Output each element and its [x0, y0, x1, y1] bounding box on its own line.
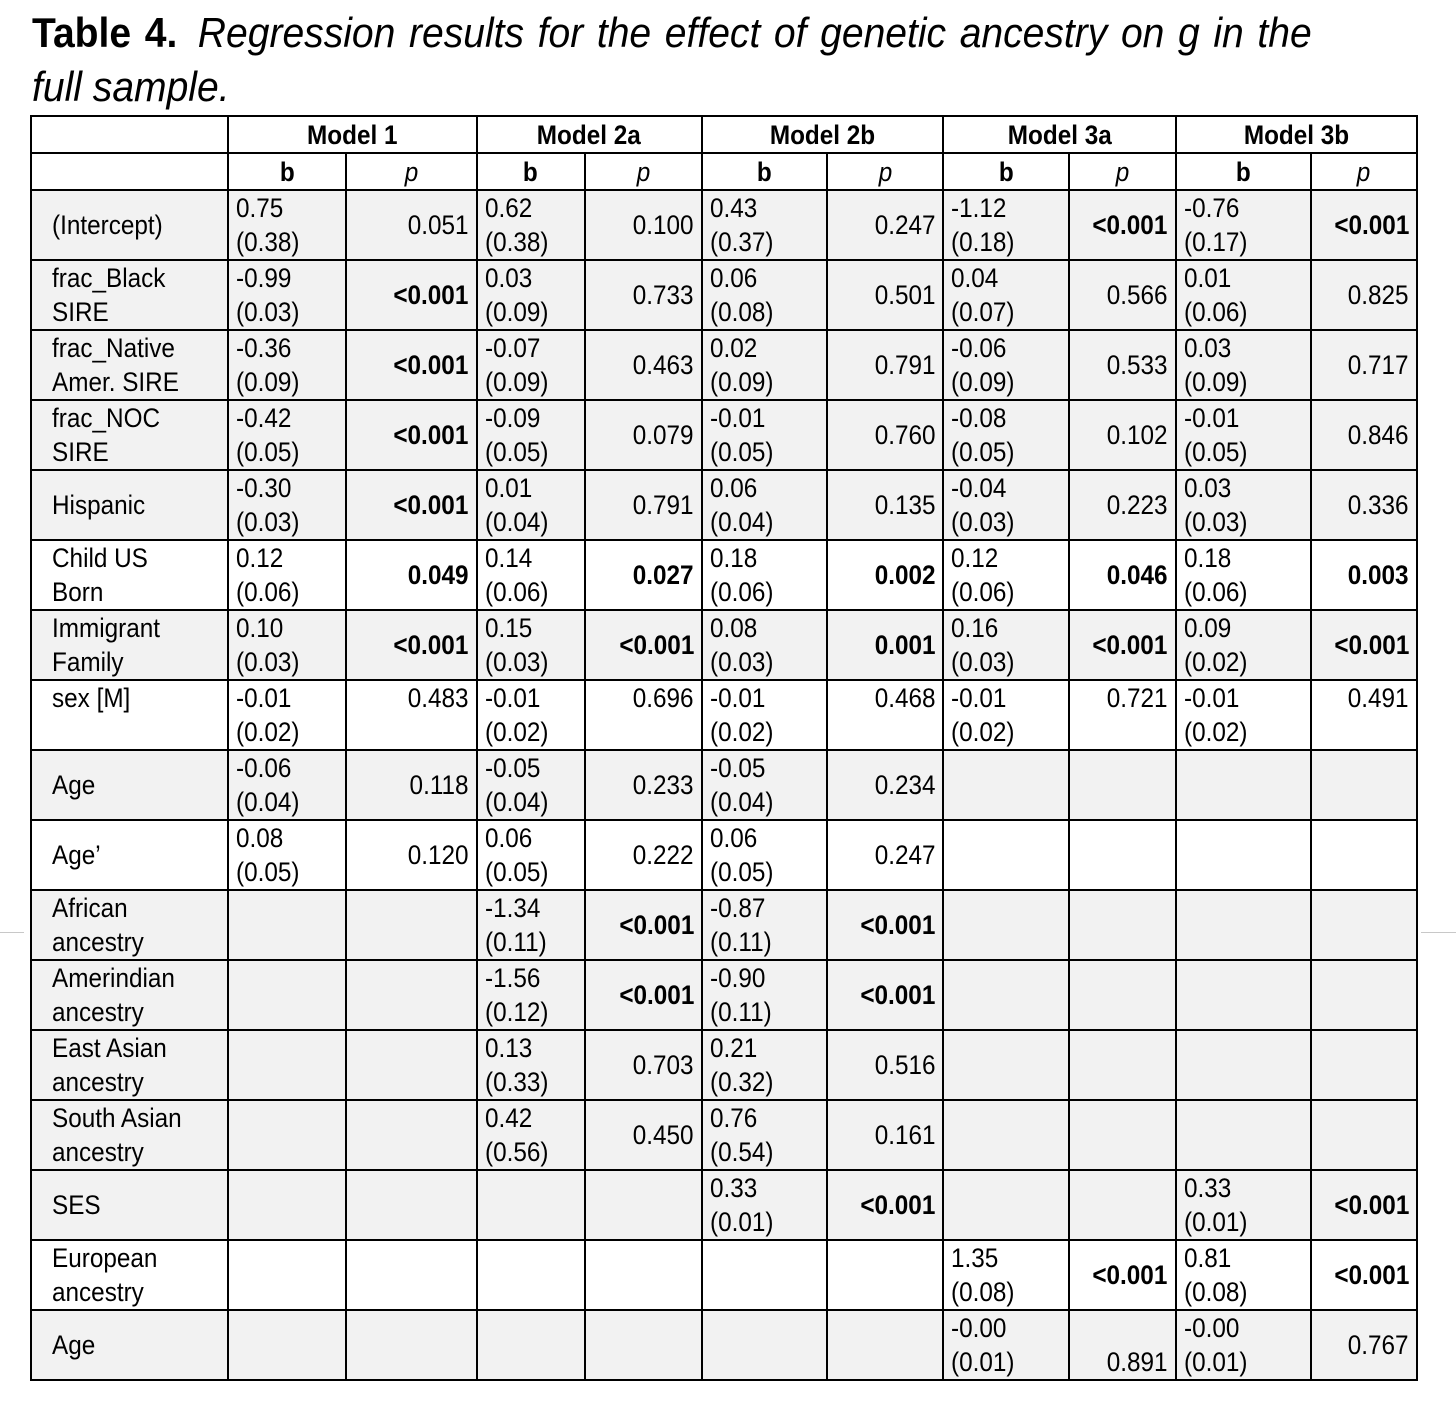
p-cell: 0.696 — [585, 680, 702, 715]
subheader-corner — [31, 153, 228, 190]
coef-cell: -0.01 — [477, 680, 585, 715]
coef-cell: 0.81 (0.08) — [1176, 1240, 1311, 1310]
table-row — [31, 610, 1417, 680]
coef-cell: -0.00 (0.01) — [943, 1310, 1069, 1380]
p-cell: <0.001 — [827, 1170, 943, 1240]
table-row — [31, 330, 1417, 400]
p-cell — [827, 715, 943, 750]
coef-cell: 0.06 (0.04) — [702, 470, 827, 540]
table-row — [31, 1240, 1417, 1310]
coef-cell: 0.08 (0.05) — [228, 820, 346, 890]
row-label: frac_Native Amer. SIRE — [31, 330, 228, 400]
table-body-upper — [31, 190, 1417, 1380]
p-cell: 0.003 — [1311, 540, 1417, 610]
row-label: African ancestry — [31, 890, 228, 960]
coef-cell — [228, 1310, 346, 1380]
p-cell: 0.002 — [827, 540, 943, 610]
row-label: Age — [31, 1310, 228, 1380]
p-cell — [1069, 1170, 1175, 1240]
page-divider-line-left — [0, 932, 24, 933]
coef-cell — [477, 1310, 585, 1380]
row-label: Hispanic — [31, 470, 228, 540]
p-cell — [346, 890, 476, 960]
coef-cell — [1176, 960, 1311, 1030]
row-label: European ancestry — [31, 1240, 228, 1310]
header-corner — [31, 116, 228, 153]
row-label: frac_NOC SIRE — [31, 400, 228, 470]
coef-cell: -1.56 (0.12) — [477, 960, 585, 1030]
p-cell: <0.001 — [585, 610, 702, 680]
coef-cell: -0.01 — [228, 680, 346, 715]
coef-cell: 0.02 (0.09) — [702, 330, 827, 400]
coef-cell: -0.30 (0.03) — [228, 470, 346, 540]
model-header: Model 2a — [477, 116, 702, 153]
p-cell: 0.491 — [1311, 680, 1417, 715]
p-cell: <0.001 — [585, 890, 702, 960]
coef-cell: -1.34 (0.11) — [477, 890, 585, 960]
p-cell: 0.717 — [1311, 330, 1417, 400]
coef-cell: 0.14 (0.06) — [477, 540, 585, 610]
coef-cell: -0.01 (0.05) — [702, 400, 827, 470]
p-cell — [1069, 1030, 1175, 1100]
p-cell: 0.463 — [585, 330, 702, 400]
p-cell: 0.791 — [585, 470, 702, 540]
p-cell: 0.046 — [1069, 540, 1175, 610]
p-cell — [1311, 750, 1417, 820]
coef-cell: 0.09 (0.02) — [1176, 610, 1311, 680]
b-header: b — [477, 153, 585, 190]
coef-cell: -0.76 (0.17) — [1176, 190, 1311, 260]
p-cell — [1069, 960, 1175, 1030]
coef-cell: -0.36 (0.09) — [228, 330, 346, 400]
p-cell — [585, 1170, 702, 1240]
p-cell — [1069, 715, 1175, 750]
b-header: b — [228, 153, 346, 190]
coef-cell — [228, 1100, 346, 1170]
p-cell — [585, 1240, 702, 1310]
table-row — [31, 1170, 1417, 1240]
coef-cell: 0.15 (0.03) — [477, 610, 585, 680]
p-cell: <0.001 — [1069, 1240, 1175, 1310]
table-caption — [32, 6, 1312, 114]
p-cell: 0.100 — [585, 190, 702, 260]
coef-cell: 0.12 (0.06) — [943, 540, 1069, 610]
row-label: East Asian ancestry — [31, 1030, 228, 1100]
table-label: Table 4. — [32, 9, 178, 56]
coef-cell: -0.90 (0.11) — [702, 960, 827, 1030]
coef-cell: -0.99 (0.03) — [228, 260, 346, 330]
p-cell: 0.247 — [827, 190, 943, 260]
coef-cell: 0.21 (0.32) — [702, 1030, 827, 1100]
table-row — [31, 260, 1417, 330]
table-row — [31, 960, 1417, 1030]
p-cell — [346, 715, 476, 750]
coef-cell — [228, 1240, 346, 1310]
p-cell — [1311, 890, 1417, 960]
p-cell — [1069, 750, 1175, 820]
row-label: Age’ — [31, 820, 228, 890]
b-header: b — [702, 153, 827, 190]
coef-cell: -0.04 (0.03) — [943, 470, 1069, 540]
p-cell — [346, 1030, 476, 1100]
coef-cell: -0.08 (0.05) — [943, 400, 1069, 470]
p-cell — [1311, 715, 1417, 750]
p-cell: <0.001 — [1069, 610, 1175, 680]
p-cell: 0.846 — [1311, 400, 1417, 470]
p-cell: <0.001 — [1311, 610, 1417, 680]
coef-cell — [702, 1240, 827, 1310]
coef-cell — [1176, 820, 1311, 890]
p-cell — [1311, 960, 1417, 1030]
row-label: SES — [31, 1170, 228, 1240]
p-cell: 0.336 — [1311, 470, 1417, 540]
coef-cell: -0.01 (0.05) — [1176, 400, 1311, 470]
coef-cell — [943, 1170, 1069, 1240]
p-cell: 0.001 — [827, 610, 943, 680]
coef-cell — [943, 1030, 1069, 1100]
p-cell: 0.234 — [827, 750, 943, 820]
coef-cell: -0.01 — [702, 680, 827, 715]
coef-cell — [477, 1170, 585, 1240]
p-cell: <0.001 — [346, 610, 476, 680]
p-cell: 0.049 — [346, 540, 476, 610]
p-cell — [1069, 1100, 1175, 1170]
p-cell: <0.001 — [346, 330, 476, 400]
row-label: sex [M] — [31, 680, 228, 715]
model-header: Model 1 — [228, 116, 476, 153]
coef-cell — [943, 960, 1069, 1030]
p-cell: <0.001 — [346, 470, 476, 540]
coef-cell: -0.07 (0.09) — [477, 330, 585, 400]
coef-cell: 0.08 (0.03) — [702, 610, 827, 680]
coef-cell: -0.06 (0.04) — [228, 750, 346, 820]
table-row — [31, 1100, 1417, 1170]
coef-cell — [477, 1240, 585, 1310]
p-cell — [585, 1310, 702, 1380]
coef-cell — [943, 890, 1069, 960]
p-cell — [346, 1170, 476, 1240]
table-row — [31, 470, 1417, 540]
table-row — [31, 1030, 1417, 1100]
coef-cell: 0.01 (0.04) — [477, 470, 585, 540]
model-header: Model 2b — [702, 116, 943, 153]
table-row — [31, 890, 1417, 960]
coef-cell: 0.06 (0.05) — [702, 820, 827, 890]
coef-cell: 0.04 (0.07) — [943, 260, 1069, 330]
p-cell: 0.051 — [346, 190, 476, 260]
coef-cell: -0.00 (0.01) — [1176, 1310, 1311, 1380]
coef-cell — [943, 820, 1069, 890]
row-label: Amerindian ancestry — [31, 960, 228, 1030]
p-cell: <0.001 — [827, 960, 943, 1030]
subheader-row — [31, 153, 1417, 190]
coef-cell — [228, 960, 346, 1030]
p-cell: 0.721 — [1069, 680, 1175, 715]
row-label: (Intercept) — [31, 190, 228, 260]
coef-cell: 0.62 (0.38) — [477, 190, 585, 260]
coef-cell: -0.06 (0.09) — [943, 330, 1069, 400]
p-cell: 0.516 — [827, 1030, 943, 1100]
p-cell: 0.733 — [585, 260, 702, 330]
p-cell — [346, 960, 476, 1030]
p-cell — [1069, 820, 1175, 890]
row-label — [31, 715, 228, 750]
p-header: p — [827, 153, 943, 190]
coef-cell: -0.05 (0.04) — [702, 750, 827, 820]
coef-cell: 0.10 (0.03) — [228, 610, 346, 680]
p-cell: 0.161 — [827, 1100, 943, 1170]
table-row — [31, 400, 1417, 470]
coef-cell — [1176, 890, 1311, 960]
p-cell: 0.767 — [1311, 1310, 1417, 1380]
table-row — [31, 190, 1417, 260]
coef-cell: -0.01 — [943, 680, 1069, 715]
row-label: Immigrant Family — [31, 610, 228, 680]
p-cell: 0.760 — [827, 400, 943, 470]
table-row — [31, 1310, 1417, 1380]
se-cell: (0.02) — [943, 715, 1069, 750]
coef-cell: -1.12 (0.18) — [943, 190, 1069, 260]
coef-cell: -0.87 (0.11) — [702, 890, 827, 960]
table-title: Regression results for the effect of genetic ancestry on g in the full sample. — [32, 9, 1312, 110]
row-label: Age — [31, 750, 228, 820]
p-cell: <0.001 — [1311, 1170, 1417, 1240]
p-cell: <0.001 — [1069, 190, 1175, 260]
coef-cell: -0.01 — [1176, 680, 1311, 715]
coef-cell — [1176, 750, 1311, 820]
p-cell — [585, 715, 702, 750]
coef-cell — [702, 1310, 827, 1380]
row-label: South Asian ancestry — [31, 1100, 228, 1170]
coef-cell — [228, 890, 346, 960]
coef-cell: 0.18 (0.06) — [1176, 540, 1311, 610]
coef-cell: 0.01 (0.06) — [1176, 260, 1311, 330]
p-cell: 0.247 — [827, 820, 943, 890]
coef-cell: 0.03 (0.09) — [477, 260, 585, 330]
p-cell — [1069, 890, 1175, 960]
sex-row — [31, 680, 1417, 715]
p-cell: <0.001 — [585, 960, 702, 1030]
p-cell — [346, 1240, 476, 1310]
b-header: b — [1176, 153, 1311, 190]
p-cell: 0.233 — [585, 750, 702, 820]
table-row — [31, 540, 1417, 610]
p-cell: 0.135 — [827, 470, 943, 540]
p-cell: 0.468 — [827, 680, 943, 715]
p-cell: 0.566 — [1069, 260, 1175, 330]
p-cell: 0.079 — [585, 400, 702, 470]
coef-cell — [943, 1100, 1069, 1170]
p-header: p — [1069, 153, 1175, 190]
p-cell: 0.120 — [346, 820, 476, 890]
coef-cell: -0.05 (0.04) — [477, 750, 585, 820]
coef-cell: 0.75 (0.38) — [228, 190, 346, 260]
p-cell — [827, 1310, 943, 1380]
coef-cell: 0.06 (0.05) — [477, 820, 585, 890]
p-cell: 0.703 — [585, 1030, 702, 1100]
p-cell: 0.891 — [1069, 1310, 1175, 1380]
row-label: frac_Black SIRE — [31, 260, 228, 330]
coef-cell: 0.12 (0.06) — [228, 540, 346, 610]
coef-cell: 0.42 (0.56) — [477, 1100, 585, 1170]
b-header: b — [943, 153, 1069, 190]
p-cell — [1311, 820, 1417, 890]
model-header-row — [31, 116, 1417, 153]
p-cell: 0.102 — [1069, 400, 1175, 470]
coef-cell — [228, 1170, 346, 1240]
coef-cell: 0.33 (0.01) — [1176, 1170, 1311, 1240]
se-cell: (0.02) — [477, 715, 585, 750]
coef-cell: 1.35 (0.08) — [943, 1240, 1069, 1310]
se-cell: (0.02) — [228, 715, 346, 750]
coef-cell: 0.18 (0.06) — [702, 540, 827, 610]
p-cell: 0.223 — [1069, 470, 1175, 540]
p-cell: 0.118 — [346, 750, 476, 820]
p-cell — [1311, 1100, 1417, 1170]
table-row — [31, 750, 1417, 820]
p-cell — [346, 1310, 476, 1380]
p-cell: <0.001 — [1311, 190, 1417, 260]
coef-cell: -0.09 (0.05) — [477, 400, 585, 470]
coef-cell — [1176, 1030, 1311, 1100]
sex-se-row — [31, 715, 1417, 750]
coef-cell: 0.43 (0.37) — [702, 190, 827, 260]
coef-cell: 0.76 (0.54) — [702, 1100, 827, 1170]
p-cell — [1311, 1030, 1417, 1100]
row-label: Child US Born — [31, 540, 228, 610]
p-cell: <0.001 — [827, 890, 943, 960]
p-cell: 0.450 — [585, 1100, 702, 1170]
p-cell: 0.027 — [585, 540, 702, 610]
coef-cell: 0.16 (0.03) — [943, 610, 1069, 680]
table-row — [31, 820, 1417, 890]
p-cell: 0.483 — [346, 680, 476, 715]
p-cell — [827, 1240, 943, 1310]
p-cell: <0.001 — [346, 260, 476, 330]
coef-cell: 0.03 (0.09) — [1176, 330, 1311, 400]
p-cell: <0.001 — [346, 400, 476, 470]
regression-table — [30, 115, 1418, 1381]
coef-cell: 0.13 (0.33) — [477, 1030, 585, 1100]
se-cell: (0.02) — [702, 715, 827, 750]
p-cell: 0.791 — [827, 330, 943, 400]
p-cell: 0.222 — [585, 820, 702, 890]
model-header: Model 3a — [943, 116, 1175, 153]
p-cell — [346, 1100, 476, 1170]
p-cell: 0.501 — [827, 260, 943, 330]
coef-cell — [1176, 1100, 1311, 1170]
coef-cell: 0.03 (0.03) — [1176, 470, 1311, 540]
p-header: p — [585, 153, 702, 190]
coef-cell — [943, 750, 1069, 820]
page-divider-line-right — [1421, 932, 1456, 933]
p-cell: 0.533 — [1069, 330, 1175, 400]
model-header: Model 3b — [1176, 116, 1417, 153]
p-header: p — [1311, 153, 1417, 190]
coef-cell: 0.33 (0.01) — [702, 1170, 827, 1240]
p-header: p — [346, 153, 476, 190]
coef-cell: 0.06 (0.08) — [702, 260, 827, 330]
p-cell: <0.001 — [1311, 1240, 1417, 1310]
se-cell: (0.02) — [1176, 715, 1311, 750]
p-cell: 0.825 — [1311, 260, 1417, 330]
coef-cell — [228, 1030, 346, 1100]
coef-cell: -0.42 (0.05) — [228, 400, 346, 470]
